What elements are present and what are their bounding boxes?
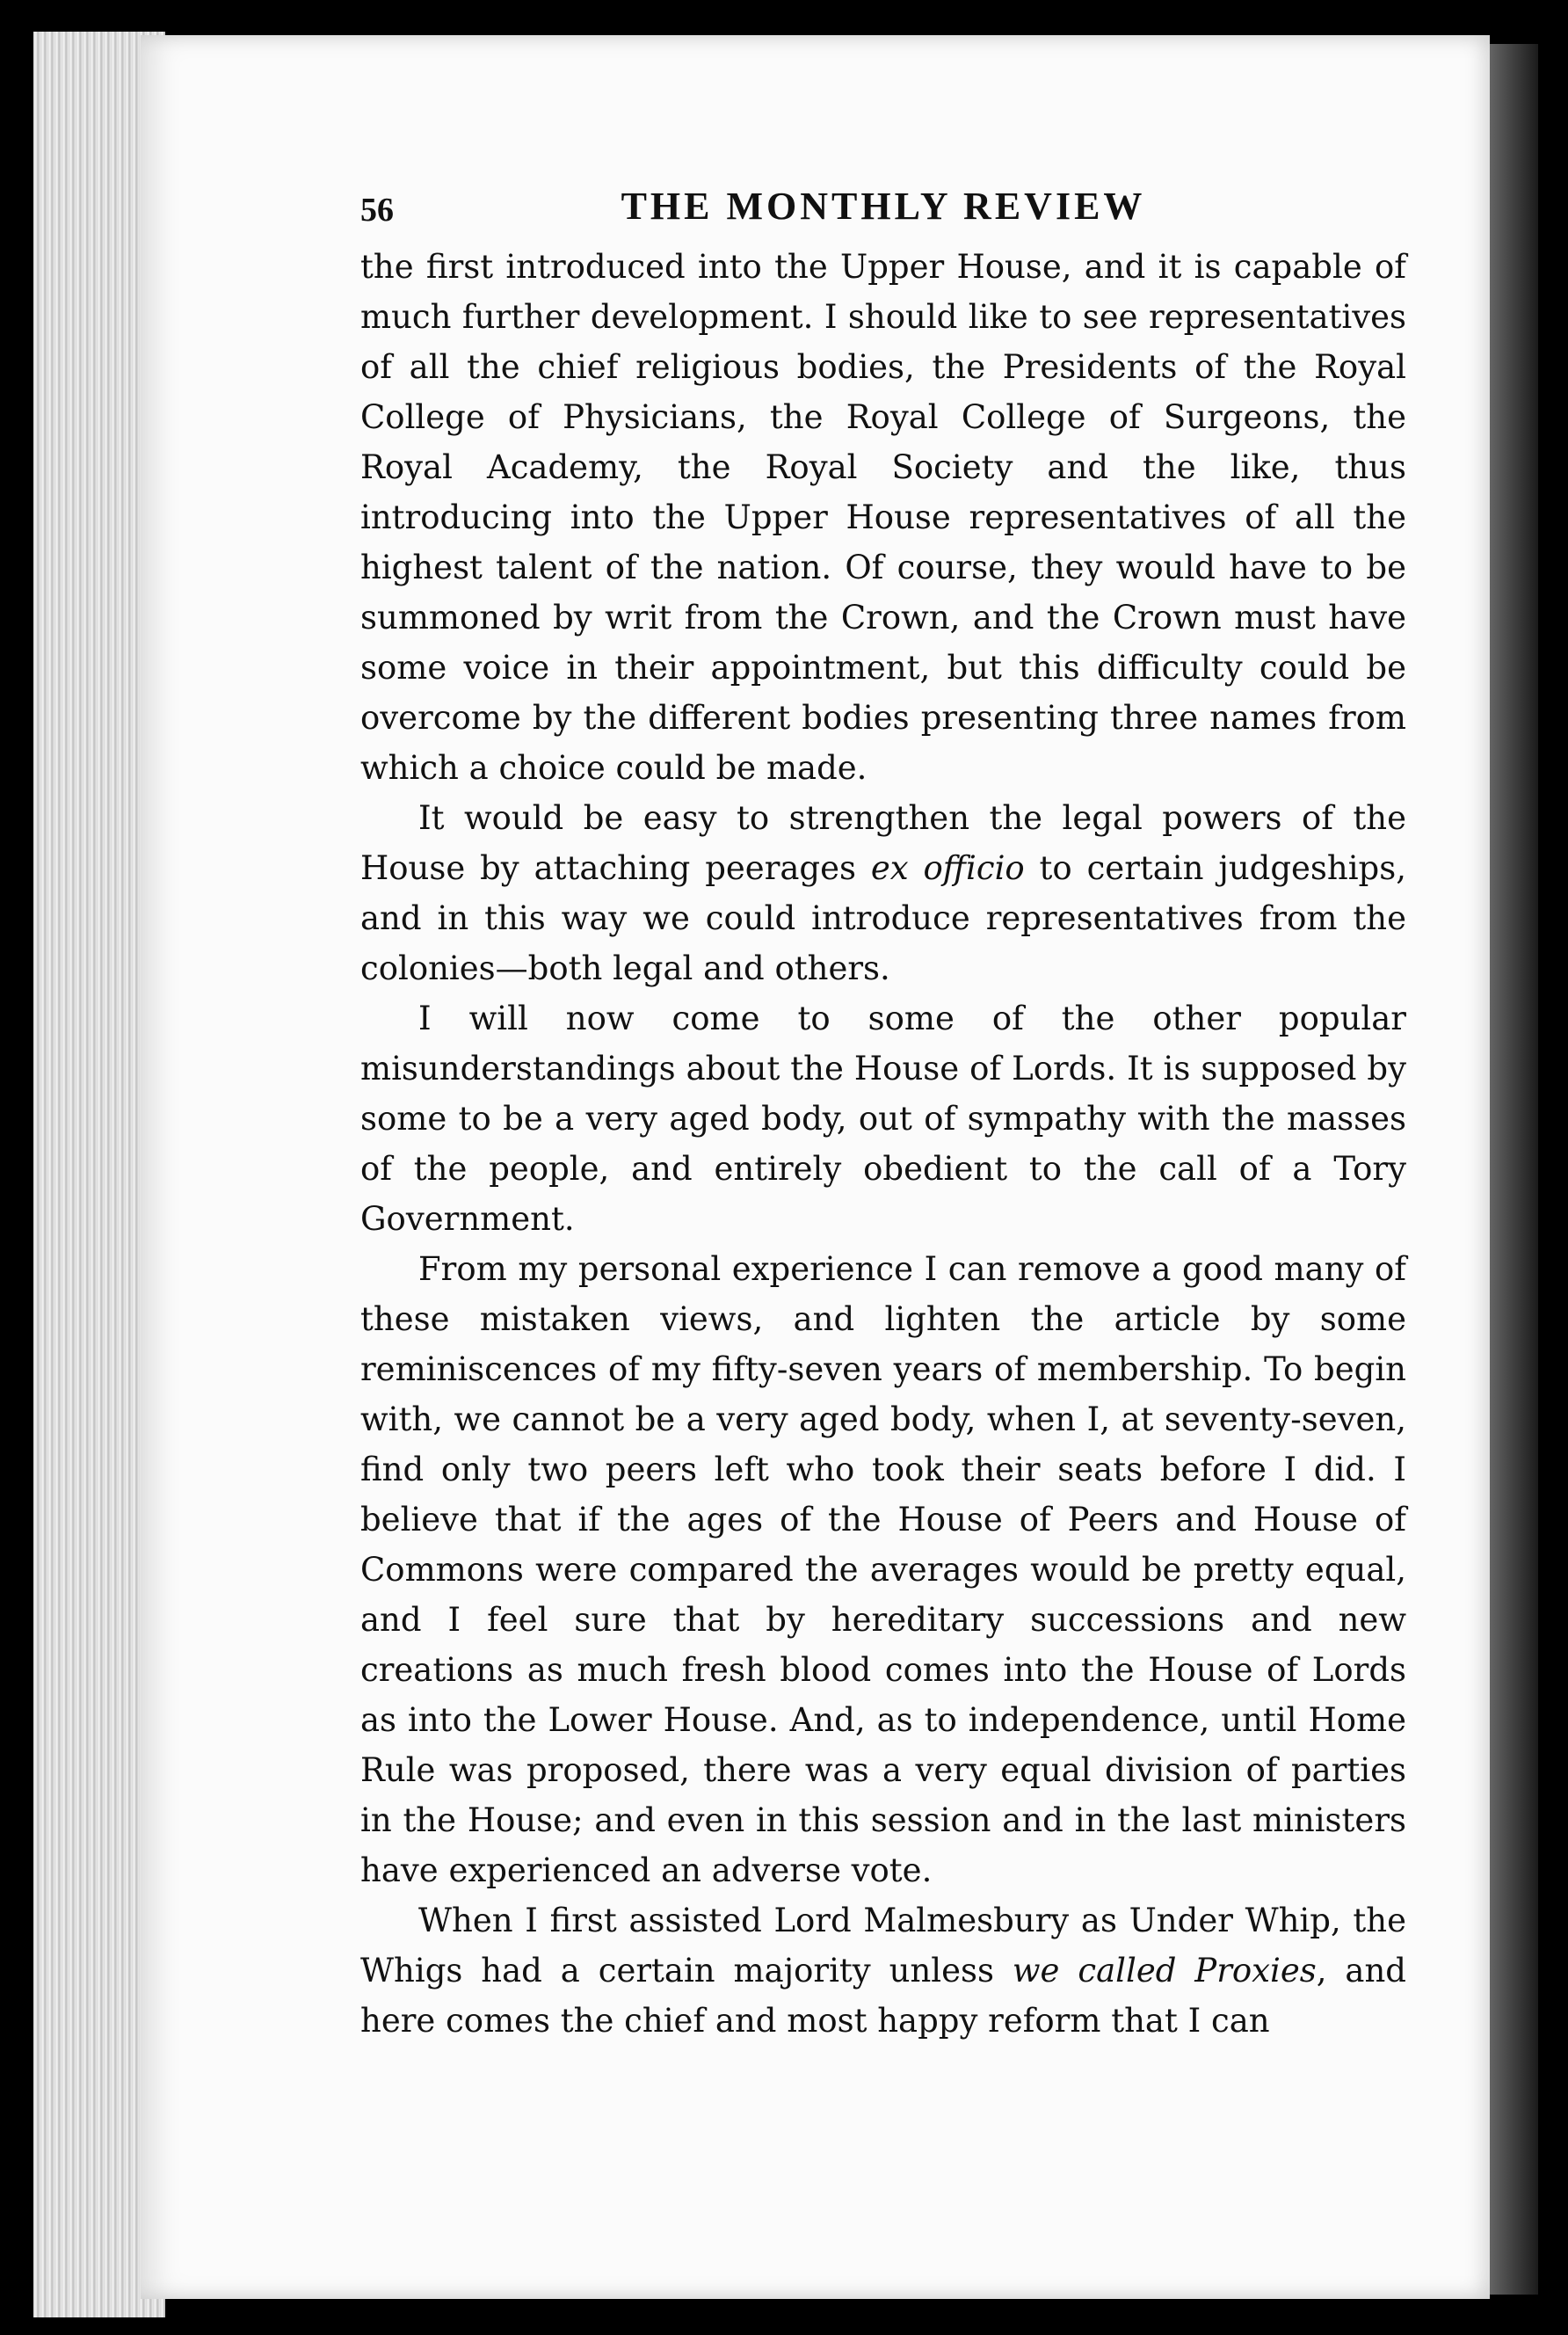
paragraph-5-end: , and here comes the chief and most happy reform that I can: [360, 1952, 1406, 2040]
paragraph-4: From my personal experience I can remove a good many of these mistaken views, and lighten the article by some reminiscences of my fifty-seven years of membership. To begin with, we cannot be a very aged body, when I, at seventy-seven, find only two peers left who took their seats before I did. I believe that if the ages of the House of Peers and House of Commons were compared the averages would be pretty equal, and I feel sure that by hereditary successions and new creations as much fresh blood comes into the House of Lords as into the Lower House. And, as to independence, until Home Rule was proposed, there was a very equal division of parties in the House; and even in this session and in the last ministers have experienced an adverse vote.: [360, 1250, 1406, 1889]
paragraph-2-italic: ex officio: [870, 849, 1025, 887]
page-number: 56: [360, 192, 394, 229]
text-block: [360, 180, 1406, 2046]
paragraph-5-italic: we called Proxies: [1012, 1952, 1317, 1989]
paragraph-1: the first introduced into the Upper House, and it is capable of much further development. I should like to see representatives of all the chief religious bodies, the Presidents of the Royal College of Physicians, the Royal College of Surgeons, the Royal Academy, the Royal Society and the like, thus introducing into the Upper House representatives of all the highest talent of the nation. Of course, they would have to be summoned by writ from the Crown, and the Crown must have some voice in their appointment, but this difficulty could be overcome by the different bodies presenting three names from which a choice could be made.: [360, 248, 1406, 787]
paragraph-3: I will now come to some of the other popular misunderstandings about the House of Lords. It is supposed by some to be a very aged body, out of sympathy with the masses of the people, and entirely obedient to the call of a Tory Government.: [360, 1000, 1406, 1238]
page-header: [360, 180, 1406, 242]
paragraph-5: [360, 1895, 1406, 2046]
paragraph-5-start: When I first assisted Lord Malmesbury as Under Whip, the Whigs had a certain majority unless: [360, 1902, 1406, 1989]
running-title: THE MONTHLY REVIEW: [621, 185, 1146, 228]
book-spine-shadow: [1485, 44, 1538, 2295]
paragraph-2: [360, 793, 1406, 993]
paragraph-2-end: to certain judgeships, and in this way we could introduce representatives from the colonies—both legal and others.: [360, 849, 1406, 987]
paragraph-2-start: It would be easy to strengthen the legal powers of the House by attaching peerages: [360, 799, 1406, 887]
